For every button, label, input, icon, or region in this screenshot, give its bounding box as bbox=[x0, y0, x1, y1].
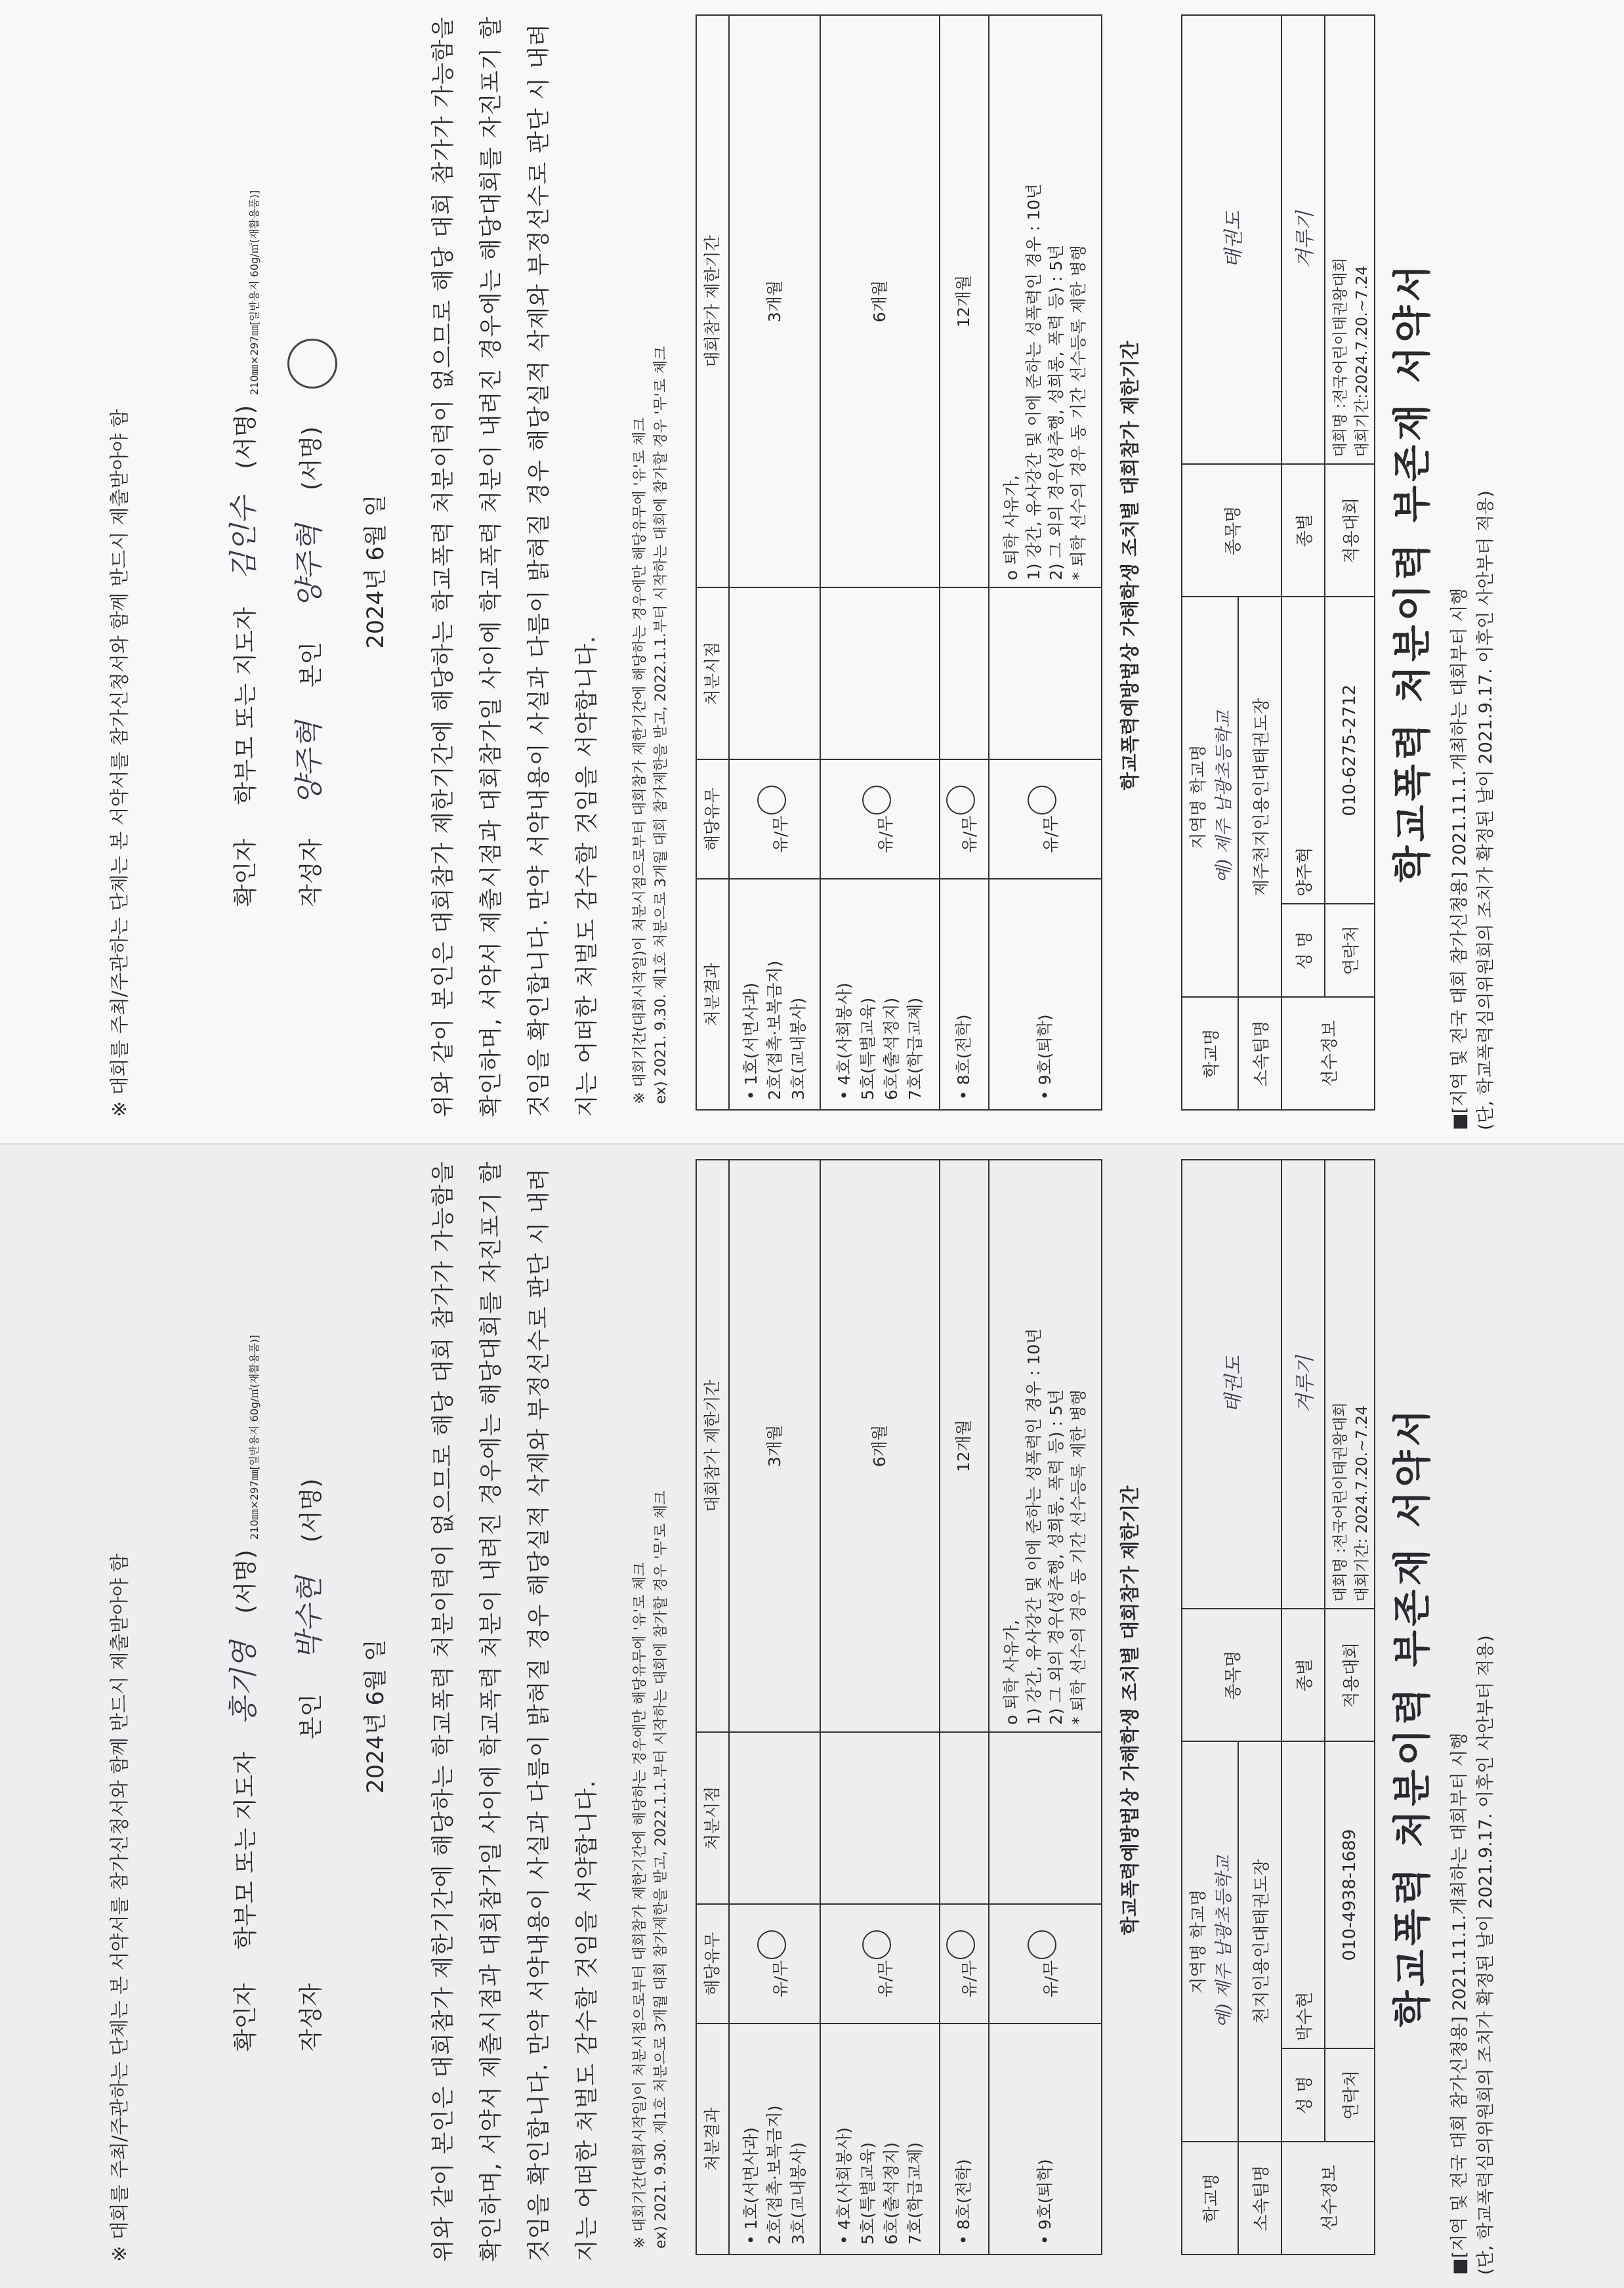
note bbox=[630, 14, 672, 1104]
mark-text: 유/무 bbox=[1041, 815, 1060, 853]
self-seal: (서명) bbox=[298, 426, 325, 491]
school-label: 학교명 bbox=[1182, 997, 1238, 1110]
item: • 8호(전학) bbox=[954, 1014, 974, 1100]
header-line-1: ■[지역 및 전국 대회 참가신청용] 2021.11.1.개최하는 대회부터 시행 bbox=[1449, 1732, 1470, 2275]
note bbox=[630, 1159, 672, 2249]
event-value: 태권도 bbox=[1182, 15, 1281, 464]
sanction-table bbox=[696, 1159, 1102, 2255]
pledge-form bbox=[0, 0, 1624, 1143]
confirm-label: 확인자 bbox=[232, 1983, 259, 2052]
school-example: 예) 제주 남광초등학교 bbox=[1214, 710, 1234, 883]
group-4-items bbox=[989, 2023, 1102, 2255]
group-3-time bbox=[940, 587, 989, 759]
mark-text: 유/무 bbox=[770, 815, 790, 853]
seal-stamp-icon bbox=[287, 339, 337, 389]
group-4-time bbox=[989, 587, 1102, 759]
item: • 4호(사회봉사) bbox=[834, 983, 854, 1100]
item: 3호(교내봉사) bbox=[788, 2142, 808, 2245]
team-value: 제주천지인용인대태권도장 bbox=[1238, 597, 1281, 997]
competition-cell bbox=[1325, 15, 1375, 464]
col-result: 처분결과 bbox=[696, 2023, 729, 2255]
player-info-label: 선수정보 bbox=[1281, 997, 1375, 1110]
group-2-limit: 6개월 bbox=[820, 1160, 939, 1732]
item: 3호(교내봉사) bbox=[788, 997, 808, 1100]
group-2-limit: 6개월 bbox=[820, 15, 939, 587]
item: 7호(학급교체) bbox=[905, 2142, 925, 2245]
competition-name: 대회명 :전국어린이태권왕대회 bbox=[1332, 257, 1349, 457]
group-1-mark bbox=[729, 759, 820, 879]
team-label: 소속팀명 bbox=[1238, 2142, 1281, 2255]
mark-text: 유/무 bbox=[875, 1960, 895, 1998]
item: • 9호(퇴학) bbox=[1035, 1014, 1054, 1100]
check-circle-icon bbox=[862, 1930, 891, 1959]
confirm-signature: 홍기영 bbox=[227, 1641, 260, 1725]
confirm-seal: (서명) bbox=[232, 405, 259, 469]
item: 7호(학급교체) bbox=[905, 997, 925, 1100]
group-4-mark bbox=[989, 1904, 1102, 2023]
header-line-1: ■[지역 및 전국 대회 참가신청용] 2021.11.1.개최하는 대회부터 시행 bbox=[1449, 587, 1470, 1130]
group-3-limit: 12개월 bbox=[940, 15, 989, 587]
competition-name: 대회명 :전국어린이태권왕대회 bbox=[1332, 1402, 1349, 1602]
self-signature: 양주혁 bbox=[293, 524, 326, 608]
check-circle-icon bbox=[946, 1930, 975, 1959]
school-region: 지역명 학교명 bbox=[1189, 1889, 1209, 1994]
player-info-label: 선수정보 bbox=[1281, 2142, 1375, 2255]
confirm-row bbox=[220, 14, 262, 907]
event-value: 태권도 bbox=[1182, 1160, 1281, 1609]
school-label: 학교명 bbox=[1182, 2142, 1238, 2255]
pledge-body: 위와 같이 본인은 대회참가 제한기간에 해당하는 학교폭력 처분이력이 없으므로 해당 대회 참가가 가능함을 확인하며, 서약서 제출시점과 대회참가일 사이에 학교폭력 처분이 내려진 경우에는 해당대회를 자진포기 할 것임을 확인합니다. 만약 서약내용이 사실과 다름이 밝혀질 경우 해당실적 삭제와 부정선수로 판단 시 내려지는 어떠한 처벌도 감수할 것임을 서약합니다. bbox=[430, 16, 600, 1117]
group-2-items bbox=[820, 879, 939, 1110]
check-circle-icon bbox=[757, 786, 786, 815]
note-line-2: ex) 2021. 9.30. 제1호 처분으로 3개월 대회 참가제한을 받고, 2022.1.1.부터 시작하는 대회에 참가할 경우 '무'로 체크 bbox=[653, 1491, 669, 2249]
item: 5호(특별교육) bbox=[858, 2142, 877, 2245]
item: • 8호(전학) bbox=[954, 2159, 974, 2245]
category-label: 종별 bbox=[1281, 1609, 1325, 1741]
confirm-role: 학부모 또는 지도자 bbox=[232, 1752, 259, 1950]
item: 6호(출석정지) bbox=[881, 997, 901, 1100]
item: • 1호(서면사과) bbox=[741, 2127, 760, 2245]
group-2-time bbox=[820, 587, 939, 759]
col-applicable: 해당유무 bbox=[696, 759, 729, 879]
group-1-limit: 3개월 bbox=[729, 15, 820, 587]
writer-row bbox=[285, 14, 337, 907]
paper-size: 210㎜×297㎜[일반용지 60g/㎡(재활용품)] bbox=[248, 1334, 260, 1540]
col-limit: 대회참가 제한기간 bbox=[696, 15, 729, 587]
group-4-items bbox=[989, 879, 1102, 1110]
player-info-table bbox=[1181, 14, 1375, 1111]
form-header bbox=[1447, 1159, 1499, 2275]
group-1-items bbox=[729, 2023, 820, 2255]
confirm-row bbox=[220, 1159, 262, 2052]
group-2-time bbox=[820, 1732, 939, 1904]
group-1-limit: 3개월 bbox=[729, 1160, 820, 1732]
group-1-time bbox=[729, 587, 820, 759]
item: • 4호(사회봉사) bbox=[834, 2127, 854, 2245]
school-cell bbox=[1182, 597, 1238, 997]
pledge-form bbox=[0, 1145, 1624, 2288]
item: • 1호(서면사과) bbox=[741, 983, 760, 1100]
form-title: 학교폭력 처분이력 부존재 서약서 bbox=[1390, 261, 1434, 883]
event-label: 종목명 bbox=[1182, 1609, 1281, 1741]
group-4-mark bbox=[989, 759, 1102, 879]
category-label: 종별 bbox=[1281, 464, 1325, 597]
group-2-mark bbox=[820, 1904, 939, 2023]
school-example: 예) 제주 남광초등학교 bbox=[1214, 1855, 1234, 2028]
sanction-table-title: 학교폭력예방법상 가해학생 조치별 대회참가 제한기간 bbox=[1119, 341, 1141, 791]
paper-size: 210㎜×297㎜[일반용지 60g/㎡(재활용품)] bbox=[248, 190, 260, 395]
confirm-seal: (서명) bbox=[232, 1550, 259, 1614]
col-applicable: 해당유무 bbox=[696, 1904, 729, 2023]
sanction-table-title: 학교폭력예방법상 가해학생 조치별 대회참가 제한기간 bbox=[1119, 1485, 1141, 1936]
footer-note: ※ 대회를 주최/주관하는 단체는 본 서약서를 참가신청서와 함께 반드시 제출받아야 함 bbox=[108, 409, 131, 1117]
header-line-2: (단, 학교폭력심의위원회의 조치가 확정된 날이 2021.9.17. 이후인 사안부터 적용) bbox=[1476, 1635, 1496, 2275]
check-circle-icon bbox=[946, 786, 975, 815]
form-title: 학교폭력 처분이력 부존재 서약서 bbox=[1390, 1405, 1434, 2027]
contact-label: 연락처 bbox=[1325, 2048, 1375, 2142]
name-label: 성 명 bbox=[1281, 2048, 1325, 2142]
document-page-top bbox=[0, 0, 1624, 1143]
col-time: 처분시점 bbox=[696, 1732, 729, 1904]
writer-row bbox=[285, 1159, 327, 2052]
mark-text: 유/무 bbox=[1041, 1960, 1060, 1998]
group-2-items bbox=[820, 2023, 939, 2255]
competition-label: 적용대회 bbox=[1325, 464, 1375, 597]
col-limit: 대회참가 제한기간 bbox=[696, 1160, 729, 1732]
category-value: 겨루기 bbox=[1281, 1160, 1325, 1609]
pledge-body: 위와 같이 본인은 대회참가 제한기간에 해당하는 학교폭력 처분이력이 없으므로 해당 대회 참가가 가능함을 확인하며, 서약서 제출시점과 대회참가일 사이에 학교폭력 처분이 내려진 경우에는 해당대회를 자진포기 할 것임을 확인합니다. 만약 서약내용이 사실과 다름이 밝혀질 경우 해당실적 삭제와 부정선수로 판단 시 내려지는 어떠한 처벌도 감수할 것임을 서약합니다. bbox=[430, 1160, 600, 2262]
pledge-date: 2024년 6월 일 bbox=[363, 494, 389, 649]
group-4-limit: o 퇴학 사유가, 1) 강간, 유사강간 및 이에 준하는 성폭력인 경우 : 10년 2) 그 외의 경우(성추행, 성희롱, 폭력 등) : 5년 * 퇴학 선수의 경우 동 기간 선수등록 제한 병행 bbox=[989, 1160, 1102, 1732]
item: 2호(접촉·보복금지) bbox=[764, 960, 784, 1100]
self-label: 본인 bbox=[298, 1693, 325, 1740]
note-line-1: ※ 대회기간(대회시작일)이 처분시점으로부터 대회참가 제한기간에 해당하는 경우에만 해당유무에 '유'로 체크 bbox=[632, 417, 648, 1104]
col-result: 처분결과 bbox=[696, 879, 729, 1110]
name-value: 양주혁 bbox=[1281, 597, 1325, 904]
contact-value: 010-6275-2712 bbox=[1325, 597, 1375, 904]
note-line-1: ※ 대회기간(대회시작일)이 처분시점으로부터 대회참가 제한기간에 해당하는 경우에만 해당유무에 '유'로 체크 bbox=[632, 1562, 648, 2249]
school-region: 지역명 학교명 bbox=[1189, 744, 1209, 849]
group-1-time bbox=[729, 1732, 820, 1904]
group-3-items bbox=[940, 2023, 989, 2255]
self-signature: 박수현 bbox=[293, 1576, 326, 1661]
team-label: 소속팀명 bbox=[1238, 997, 1281, 1110]
item: 5호(특별교육) bbox=[858, 997, 877, 1100]
item: 2호(접촉·보복금지) bbox=[764, 2105, 784, 2245]
group-4-limit: o 퇴학 사유가, 1) 강간, 유사강간 및 이에 준하는 성폭력인 경우 : 10년 2) 그 외의 경우(성추행, 성희롱, 폭력 등) : 5년 * 퇴학 선수의 경우 동 기간 선수등록 제한 병행 bbox=[989, 15, 1102, 587]
writer-label: 작성자 bbox=[298, 1983, 325, 2052]
name-label: 성 명 bbox=[1281, 904, 1325, 997]
team-value: 천지인용인대태권도장 bbox=[1238, 1741, 1281, 2142]
pledge-date: 2024년 6월 일 bbox=[363, 1639, 389, 1794]
confirm-role: 학부모 또는 지도자 bbox=[232, 607, 259, 805]
group-4-time bbox=[989, 1732, 1102, 1904]
self-seal: (서명) bbox=[298, 1478, 325, 1543]
self-label: 본인 bbox=[298, 641, 325, 688]
group-2-mark bbox=[820, 759, 939, 879]
event-label: 종목명 bbox=[1182, 464, 1281, 597]
writer-signature: 양주혁 bbox=[293, 721, 326, 805]
group-1-mark bbox=[729, 1904, 820, 2023]
document-page-bottom bbox=[0, 1143, 1624, 2288]
note-line-2: ex) 2021. 9.30. 제1호 처분으로 3개월 대회 참가제한을 받고, 2022.1.1.부터 시작하는 대회에 참가할 경우 '무'로 체크 bbox=[653, 346, 669, 1104]
player-info-table bbox=[1181, 1159, 1375, 2255]
contact-value: 010-4938-1689 bbox=[1325, 1741, 1375, 2048]
competition-period: 대회기간:2024.7.20.~7.24 bbox=[1354, 265, 1371, 457]
competition-cell bbox=[1325, 1160, 1375, 1609]
header-line-2: (단, 학교폭력심의위원회의 조치가 확정된 날이 2021.9.17. 이후인 사안부터 적용) bbox=[1476, 490, 1496, 1130]
check-circle-icon bbox=[1028, 1930, 1056, 1959]
group-1-items bbox=[729, 879, 820, 1110]
confirm-label: 확인자 bbox=[232, 838, 259, 907]
confirm-signature: 김인수 bbox=[227, 496, 260, 580]
group-3-mark bbox=[940, 1904, 989, 2023]
item: 6호(출석정지) bbox=[881, 2142, 901, 2245]
competition-period: 대회기간: 2024.7.20.~7.24 bbox=[1354, 1405, 1371, 1602]
sanction-table bbox=[696, 14, 1102, 1111]
group-3-time bbox=[940, 1732, 989, 1904]
mark-text: 유/무 bbox=[875, 815, 895, 853]
category-value: 겨루기 bbox=[1281, 15, 1325, 464]
check-circle-icon bbox=[1028, 786, 1056, 815]
writer-label: 작성자 bbox=[298, 838, 325, 907]
mark-text: 유/무 bbox=[770, 1960, 790, 1998]
group-3-limit: 12개월 bbox=[940, 1160, 989, 1732]
check-circle-icon bbox=[862, 786, 891, 815]
group-3-mark bbox=[940, 759, 989, 879]
check-circle-icon bbox=[757, 1930, 786, 1959]
item: • 9호(퇴학) bbox=[1035, 2159, 1054, 2245]
form-header bbox=[1447, 14, 1499, 1130]
school-cell bbox=[1182, 1741, 1238, 2142]
contact-label: 연락처 bbox=[1325, 904, 1375, 997]
name-value: 박수현 bbox=[1281, 1741, 1325, 2048]
mark-text: 유/무 bbox=[960, 815, 980, 853]
footer-note: ※ 대회를 주최/주관하는 단체는 본 서약서를 참가신청서와 함께 반드시 제출받아야 함 bbox=[108, 1554, 131, 2262]
mark-text: 유/무 bbox=[960, 1960, 980, 1998]
competition-label: 적용대회 bbox=[1325, 1609, 1375, 1741]
col-time: 처분시점 bbox=[696, 587, 729, 759]
group-3-items bbox=[940, 879, 989, 1110]
